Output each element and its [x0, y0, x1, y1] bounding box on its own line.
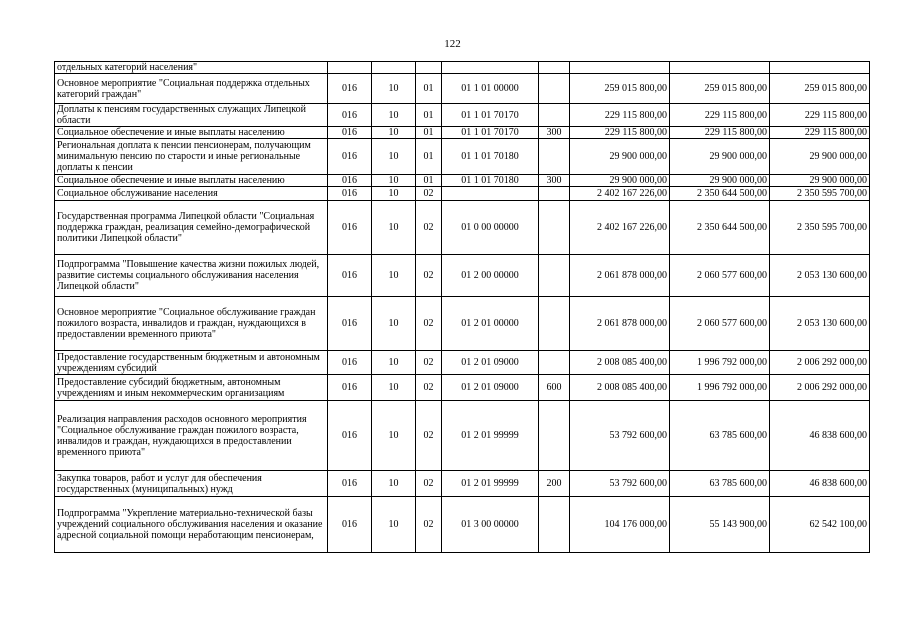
amount-year-2: 55 143 900,00	[670, 497, 770, 553]
subsection-code: 02	[416, 497, 442, 553]
amount-year-1: 29 900 000,00	[570, 139, 670, 175]
section-code: 10	[372, 139, 416, 175]
department-code	[328, 62, 372, 74]
expense-type-code	[539, 104, 570, 127]
row-name: Реализация направления расходов основного мероприятия "Социальное обслуживание граждан пожилого возраста, инвалидов и граждан, нуждающихся в предоставлении временного приюта"	[55, 401, 328, 471]
subsection-code: 01	[416, 74, 442, 104]
target-article-code: 01 2 00 00000	[442, 255, 539, 297]
expense-type-code	[539, 351, 570, 375]
row-name: Социальное обеспечение и иные выплаты населению	[55, 175, 328, 187]
row-name: отдельных категорий населения"	[55, 62, 328, 74]
target-article-code: 01 1 01 70170	[442, 127, 539, 139]
subsection-code: 02	[416, 297, 442, 351]
section-code	[372, 62, 416, 74]
amount-year-2: 229 115 800,00	[670, 127, 770, 139]
amount-year-3	[770, 62, 870, 74]
row-name: Предоставление государственным бюджетным и автономным учреждениям субсидий	[55, 351, 328, 375]
amount-year-1: 104 176 000,00	[570, 497, 670, 553]
expense-type-code	[539, 74, 570, 104]
amount-year-1: 229 115 800,00	[570, 104, 670, 127]
expense-type-code	[539, 62, 570, 74]
expense-type-code: 600	[539, 375, 570, 401]
table-row	[55, 297, 870, 351]
row-name: Региональная доплата к пенсии пенсионерам, получающим минимальную пенсию по старости и иные региональные доплаты к пенсии	[55, 139, 328, 175]
amount-year-1	[570, 62, 670, 74]
target-article-code: 01 1 01 70180	[442, 139, 539, 175]
table-row	[55, 74, 870, 104]
expense-type-code: 300	[539, 127, 570, 139]
amount-year-1: 2 402 167 226,00	[570, 201, 670, 255]
department-code: 016	[328, 297, 372, 351]
table-row	[55, 375, 870, 401]
section-code: 10	[372, 255, 416, 297]
subsection-code: 02	[416, 401, 442, 471]
amount-year-2: 229 115 800,00	[670, 104, 770, 127]
subsection-code: 01	[416, 175, 442, 187]
table-row	[55, 471, 870, 497]
target-article-code: 01 2 01 99999	[442, 471, 539, 497]
amount-year-3: 229 115 800,00	[770, 104, 870, 127]
section-code: 10	[372, 74, 416, 104]
department-code: 016	[328, 175, 372, 187]
section-code: 10	[372, 104, 416, 127]
table-row	[55, 201, 870, 255]
table-row	[55, 187, 870, 201]
amount-year-2: 2 060 577 600,00	[670, 297, 770, 351]
amount-year-2: 1 996 792 000,00	[670, 375, 770, 401]
table-row	[55, 104, 870, 127]
amount-year-3: 2 006 292 000,00	[770, 375, 870, 401]
amount-year-3: 46 838 600,00	[770, 471, 870, 497]
expense-type-code	[539, 255, 570, 297]
amount-year-1: 53 792 600,00	[570, 401, 670, 471]
row-name: Доплаты к пенсиям государственных служащих Липецкой области	[55, 104, 328, 127]
target-article-code: 01 2 01 99999	[442, 401, 539, 471]
amount-year-1: 2 061 878 000,00	[570, 255, 670, 297]
amount-year-2: 2 350 644 500,00	[670, 187, 770, 201]
row-name: Предоставление субсидий бюджетным, автономным учреждениям и иным некоммерческим организациям	[55, 375, 328, 401]
row-name: Основное мероприятие "Социальное обслуживание граждан пожилого возраста, инвалидов и граждан, нуждающихся в предоставлении временного приюта"	[55, 297, 328, 351]
amount-year-2: 259 015 800,00	[670, 74, 770, 104]
department-code: 016	[328, 104, 372, 127]
department-code: 016	[328, 375, 372, 401]
department-code: 016	[328, 351, 372, 375]
section-code: 10	[372, 471, 416, 497]
row-name: Социальное обслуживание населения	[55, 187, 328, 201]
subsection-code: 02	[416, 471, 442, 497]
amount-year-2: 2 350 644 500,00	[670, 201, 770, 255]
row-name: Основное мероприятие "Социальная поддержка отдельных категорий граждан"	[55, 74, 328, 104]
department-code: 016	[328, 471, 372, 497]
amount-year-1: 2 008 085 400,00	[570, 375, 670, 401]
section-code: 10	[372, 375, 416, 401]
amount-year-2	[670, 62, 770, 74]
amount-year-1: 53 792 600,00	[570, 471, 670, 497]
table-row	[55, 62, 870, 74]
expense-type-code	[539, 201, 570, 255]
section-code: 10	[372, 401, 416, 471]
page-number: 122	[444, 38, 461, 50]
amount-year-1: 2 402 167 226,00	[570, 187, 670, 201]
amount-year-2: 2 060 577 600,00	[670, 255, 770, 297]
amount-year-3: 29 900 000,00	[770, 175, 870, 187]
department-code: 016	[328, 139, 372, 175]
amount-year-3: 2 350 595 700,00	[770, 187, 870, 201]
target-article-code: 01 2 01 09000	[442, 351, 539, 375]
table-row	[55, 139, 870, 175]
department-code: 016	[328, 255, 372, 297]
amount-year-3: 2 053 130 600,00	[770, 255, 870, 297]
target-article-code: 01 2 01 09000	[442, 375, 539, 401]
target-article-code: 01 1 01 70180	[442, 175, 539, 187]
amount-year-1: 2 061 878 000,00	[570, 297, 670, 351]
row-name: Государственная программа Липецкой области "Социальная поддержка граждан, реализация семейно-демографической политики Липецкой области"	[55, 201, 328, 255]
amount-year-2: 63 785 600,00	[670, 401, 770, 471]
subsection-code: 02	[416, 201, 442, 255]
target-article-code: 01 1 01 00000	[442, 74, 539, 104]
row-name: Социальное обеспечение и иные выплаты населению	[55, 127, 328, 139]
amount-year-3: 62 542 100,00	[770, 497, 870, 553]
section-code: 10	[372, 187, 416, 201]
row-name: Подпрограмма "Укрепление материально-технической базы учреждений социального обслуживания населения и оказание адресной социальной помощи неработающим пенсионерам,	[55, 497, 328, 553]
amount-year-3: 2 053 130 600,00	[770, 297, 870, 351]
amount-year-3: 259 015 800,00	[770, 74, 870, 104]
subsection-code: 02	[416, 375, 442, 401]
expense-type-code	[539, 187, 570, 201]
subsection-code	[416, 62, 442, 74]
amount-year-1: 259 015 800,00	[570, 74, 670, 104]
table-row	[55, 127, 870, 139]
subsection-code: 01	[416, 104, 442, 127]
table-row	[55, 175, 870, 187]
subsection-code: 02	[416, 255, 442, 297]
target-article-code	[442, 62, 539, 74]
department-code: 016	[328, 74, 372, 104]
department-code: 016	[328, 201, 372, 255]
department-code: 016	[328, 497, 372, 553]
subsection-code: 01	[416, 139, 442, 175]
department-code: 016	[328, 401, 372, 471]
table-row	[55, 255, 870, 297]
expense-type-code	[539, 401, 570, 471]
row-name: Закупка товаров, работ и услуг для обеспечения государственных (муниципальных) нужд	[55, 471, 328, 497]
target-article-code: 01 0 00 00000	[442, 201, 539, 255]
amount-year-1: 2 008 085 400,00	[570, 351, 670, 375]
target-article-code	[442, 187, 539, 201]
subsection-code: 02	[416, 187, 442, 201]
table-row	[55, 401, 870, 471]
expense-type-code	[539, 497, 570, 553]
section-code: 10	[372, 351, 416, 375]
subsection-code: 02	[416, 351, 442, 375]
subsection-code: 01	[416, 127, 442, 139]
amount-year-3: 46 838 600,00	[770, 401, 870, 471]
department-code: 016	[328, 187, 372, 201]
department-code: 016	[328, 127, 372, 139]
amount-year-3: 2 006 292 000,00	[770, 351, 870, 375]
expense-type-code: 200	[539, 471, 570, 497]
amount-year-1: 29 900 000,00	[570, 175, 670, 187]
amount-year-2: 29 900 000,00	[670, 175, 770, 187]
section-code: 10	[372, 175, 416, 187]
expense-type-code	[539, 297, 570, 351]
amount-year-2: 29 900 000,00	[670, 139, 770, 175]
budget-table	[54, 61, 870, 553]
amount-year-3: 229 115 800,00	[770, 127, 870, 139]
amount-year-3: 2 350 595 700,00	[770, 201, 870, 255]
expense-type-code	[539, 139, 570, 175]
row-name: Подпрограмма "Повышение качества жизни пожилых людей, развитие системы социального обслуживания населения Липецкой области"	[55, 255, 328, 297]
target-article-code: 01 1 01 70170	[442, 104, 539, 127]
amount-year-2: 63 785 600,00	[670, 471, 770, 497]
section-code: 10	[372, 201, 416, 255]
target-article-code: 01 3 00 00000	[442, 497, 539, 553]
expense-type-code: 300	[539, 175, 570, 187]
section-code: 10	[372, 127, 416, 139]
table-row	[55, 497, 870, 553]
section-code: 10	[372, 297, 416, 351]
amount-year-3: 29 900 000,00	[770, 139, 870, 175]
table-row	[55, 351, 870, 375]
amount-year-1: 229 115 800,00	[570, 127, 670, 139]
amount-year-2: 1 996 792 000,00	[670, 351, 770, 375]
target-article-code: 01 2 01 00000	[442, 297, 539, 351]
section-code: 10	[372, 497, 416, 553]
